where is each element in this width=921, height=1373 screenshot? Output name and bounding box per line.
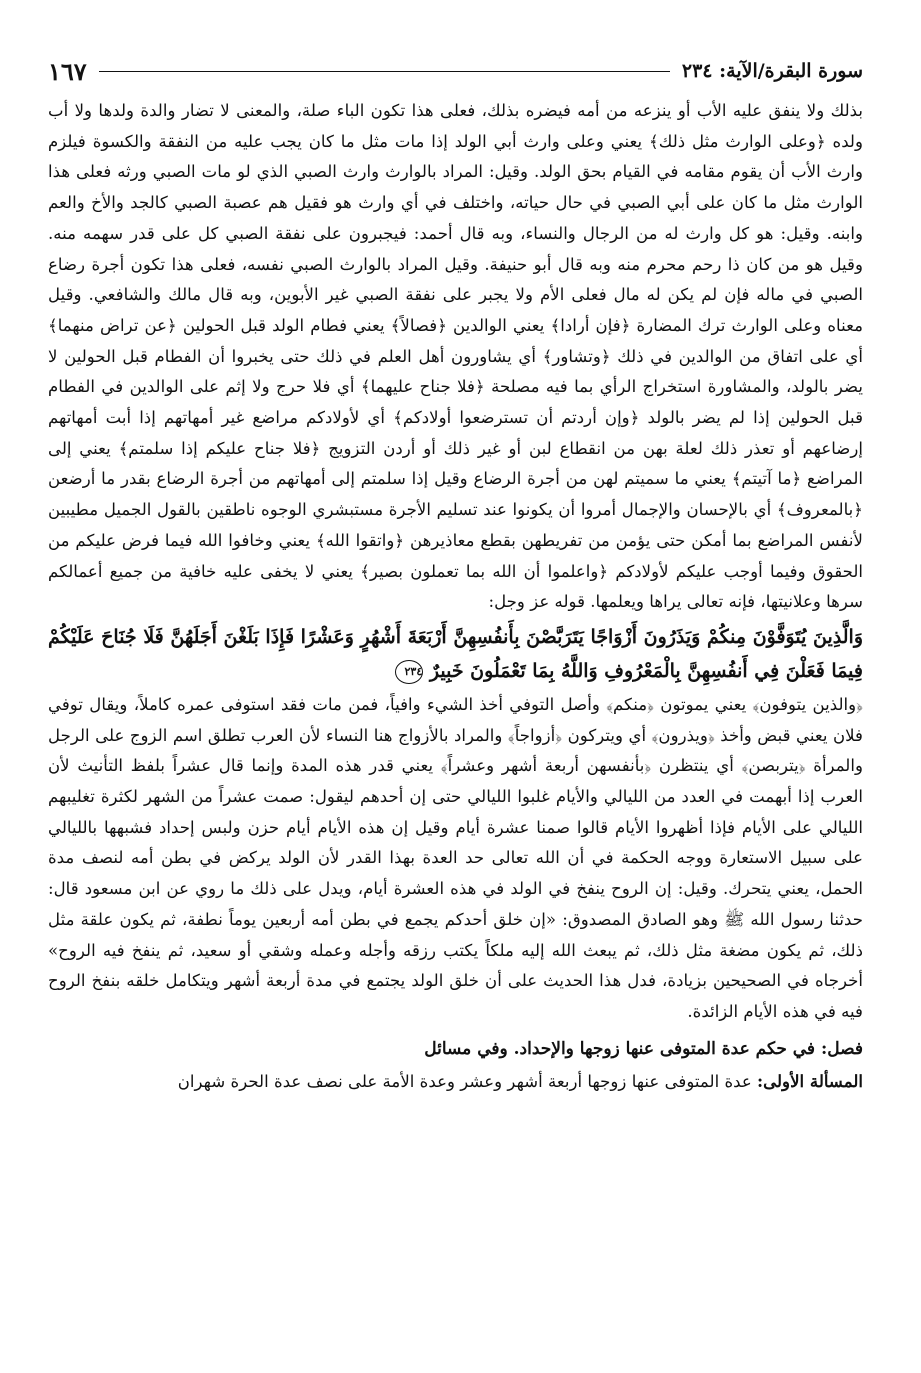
commentary-paragraph-1: بذلك ولا ينفق عليه الأب أو ينزعه من أمه فيضره بذلك، فعلى هذا تكون الباء صلة، والمعنى لا تضار والدة ولدها ولا أب ولده ﴿وعلى الوارث مثل ذلك﴾ يعني وعلى وارث أبي الولد إذا مات مثل ما كان يجب عليه من النفقة والكسوة فيلزم وارث الأب أن يقوم مقامه في القيام بحق الولد. وقيل: المراد بالوارث وارث الصبي الذي لو مات الصبي ورثه فعلى هذا الوارث مثل ما كان على أبي الصبي في حال حياته، واختلف في أي وارث هو فقيل هم عصبة الصبي كالجد والأخ والعم وابنه. وقيل: هو كل وارث له من الرجال والنساء، وبه قال أحمد: فيجبرون على نفقة الصبي كل على قدر سهمه منه. وقيل هو من كان ذا رحم محرم منه وبه قال أبو حنيفة. وقيل المراد بالوارث الصبي نفسه، فعلى هذا تكون أجرة رضاع الصبي في ماله فإن لم يكن له مال فعلى الأم ولا يجبر على نفقة الصبي غير الأبوين، وبه قال مالك والشافعي. وقيل معناه وعلى الوارث ترك المضارة ﴿فإن أرادا﴾ يعني الوالدين ﴿فصالاً﴾ يعني فطام الولد قبل الحولين ﴿عن تراض منهما﴾ أي على اتفاق من الوالدين في ذلك ﴿وتشاور﴾ أي يشاورون أهل العلم في ذلك حتى يخبروا أن الفطام قبل الحولين لا يضر بالولد، والمشاورة استخراج الرأي بما فيه مصلحة ﴿فلا جناح عليهما﴾ أي فلا حرج ولا إثم على الوالدين في الفطام قبل الحولين إذا لم يضر بالولد ﴿وإن أردتم أن تسترضعوا أولادكم﴾ أي لأولادكم مراضع غير أمهاتهم إذا أبت أمهاتهم إرضاعهم أو تعذر ذلك لعلة بهن من انقطاع لبن أو غير ذلك أو أردن التزويج ﴿فلا جناح عليكم إذا سلمتم﴾ يعني إلى المراضع ﴿ما آتيتم﴾ يعني ما سميتم لهن من أجرة الرضاع وقيل إذا سلمتم إلى أمهاتهم من أجرة الرضاع بقدر ما أرضعن ﴿بالمعروف﴾ أي بالإحسان والإجمال أمروا أن يكونوا عند تسليم الأجرة مستبشري الوجوه ناطقين بالقول الجميل مطيبين لأنفس المراضع بما أمكن حتى يؤمن من تفريطهن بقطع معاذيرهن ﴿واتقوا الله﴾ يعني وخافوا الله فيما فرض عليكم من الحقوق وفيما أوجب عليكم لأولادكم ﴿واعلموا أن الله بما تعملون بصير﴾ يعني لا يخفى عليه خافية من جميع أعمالكم سرها وعلانيتها، فإنه تعالى يراها ويعلمها. قوله عز وجل:	[48, 101, 863, 612]
page-number: ١٦٧	[48, 56, 87, 86]
issue-label: المسألة الأولى:	[757, 1070, 863, 1091]
surah-reference: سورة البقرة/الآية: ٢٣٤	[681, 60, 863, 82]
page-body	[48, 96, 863, 1097]
section-heading: فصل: في حكم عدة المتوفى عنها زوجها والإحداد. وفي مسائل	[424, 1038, 863, 1059]
commentary-paragraph-2: ﴿والذين يتوفون﴾ يعني يموتون ﴿منكم﴾ وأصل التوفي أخذ الشيء وافياً، فمن مات فقد استوفى عمره كاملاً، ويقال توفي فلان يعني قبض وأخذ ﴿ويذرون﴾ أي ويتركون ﴿أزواجاً﴾ والمراد بالأزواج هنا النساء لأن العرب تطلق اسم الزوج على الرجل والمرأة ﴿يتربصن﴾ أي ينتظرن ﴿بأنفسهن أربعة أشهر وعشراً﴾ يعني قدر هذه المدة وإنما قال عشراً بلفظ التأنيث لأن العرب إذا أبهمت في العدد من الليالي والأيام غلبوا الليالي حتى إن أحدهم ليقول: صمت عشراً من الشهر لكثرة تغليبهم الليالي على الأيام فإذا أظهروا الأيام قالوا صمنا عشرة أيام وقيل إن هذه الأيام أيام حزن ولبس إحداد فشبهها بالليالي على سبيل الاستعارة ووجه الحكمة في أن الله تعالى حد العدة بهذا القدر لأن الولد يركض في بطن أمه لنصف مدة الحمل، يعني يتحرك. وقيل: إن الروح ينفخ في الولد في هذه العشرة أيام، ويدل على ذلك ما روي عن ابن مسعود قال: حدثنا رسول الله ﷺ وهو الصادق المصدوق: «إن خلق أحدكم يجمع في بطن أمه أربعين يوماً نطفة، ثم يكون علقة مثل ذلك، ثم يكون مضغة مثل ذلك، ثم يبعث الله إليه ملكاً يكتب رزقه وأجله وعمله وشقي أو سعيد، ثم ينفخ فيه الروح» أخرجاه في الصحيحين بزيادة، فدل هذا الحديث على أن خلق الولد يجتمع في مدة أربعة أشهر ويتكامل خلقه بنفخ الروح فيه في هذه الأيام الزائدة.	[48, 694, 863, 1021]
issue-paragraph	[48, 1066, 863, 1098]
running-header	[48, 54, 863, 88]
quran-verse	[48, 620, 863, 688]
header-rule	[99, 71, 670, 72]
verse-text: وَالَّذِينَ يُتَوَفَّوْنَ مِنكُمْ وَيَذَرُونَ أَزْوَاجًا يَتَرَبَّصْنَ بِأَنفُسِهِنَّ أَرْبَعَةَ أَشْهُرٍ وَعَشْرًا فَإِذَا بَلَغْنَ أَجَلَهُنَّ فَلَا جُنَاحَ عَلَيْكُمْ فِيمَا فَعَلْنَ فِي أَنفُسِهِنَّ بِالْمَعْرُوفِ وَاللَّهُ بِمَا تَعْمَلُونَ خَبِيرٌ	[48, 625, 863, 682]
verse-number-marker: ٢٣٤	[395, 660, 423, 684]
issue-text: عدة المتوفى عنها زوجها أربعة أشهر وعشر وعدة الأمة على نصف عدة الحرة شهران	[177, 1071, 752, 1091]
